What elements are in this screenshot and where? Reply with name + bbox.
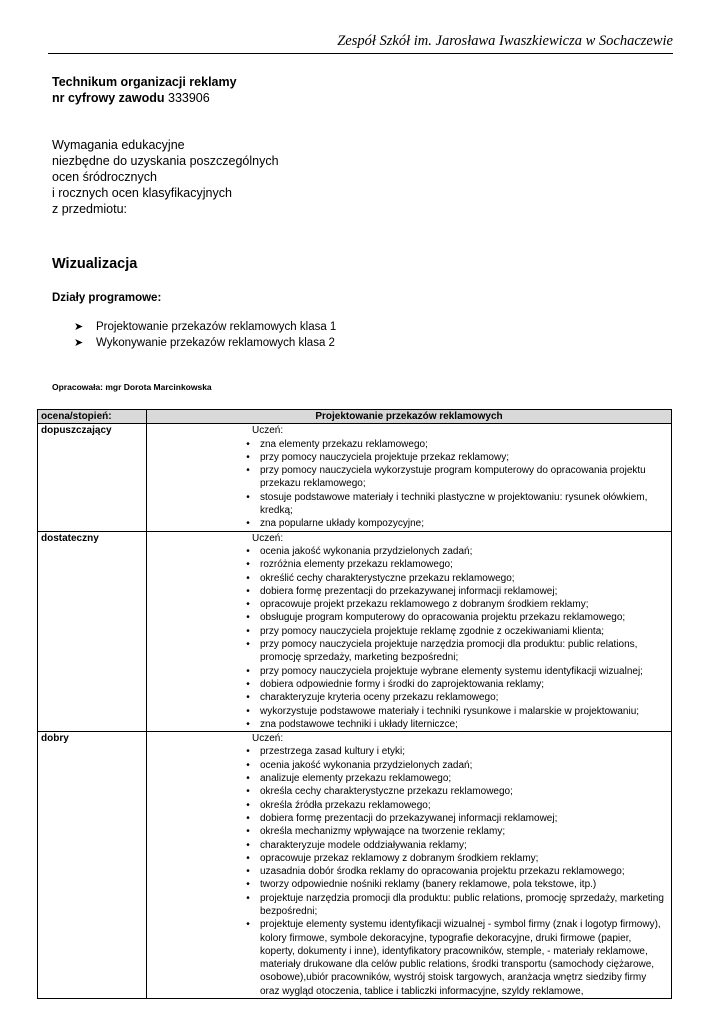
student-lead: Uczeń:	[252, 733, 284, 745]
subject-title: Wizualizacja	[52, 256, 138, 272]
list-item	[236, 785, 668, 798]
arrow-bullet-icon: ➤	[74, 337, 84, 349]
bullet-icon: •	[246, 599, 250, 611]
grade-column-header: ocena/stopień:	[38, 410, 147, 424]
list-item	[236, 759, 668, 772]
header-rule	[48, 53, 673, 54]
bullet-icon: •	[246, 718, 250, 730]
criteria-cell	[147, 531, 672, 731]
section-label: Wykonywanie przekazów reklamowych klasa 2	[96, 337, 335, 349]
requirements-block	[52, 137, 279, 217]
list-item	[236, 625, 668, 638]
list-item	[236, 464, 668, 491]
criterion-text: przestrzega zasad kultury i etyki;	[260, 746, 406, 758]
criterion-text: analizuje elementy przekazu reklamowego;	[260, 773, 452, 785]
criterion-text: dobiera formę prezentacji do przekazywanej informacji reklamowej;	[260, 585, 558, 597]
bullet-icon: •	[246, 705, 250, 717]
requirements-line: i rocznych ocen klasyfikacyjnych	[52, 186, 232, 200]
criterion-text: zna popularne układy kompozycyjne;	[260, 518, 424, 530]
bullet-icon: •	[246, 866, 250, 878]
criterion-text: określić cechy charakterystyczne przekazu reklamowego;	[260, 572, 515, 584]
bullet-icon: •	[246, 438, 250, 450]
criteria-cell	[147, 424, 672, 531]
bullet-icon: •	[246, 545, 250, 557]
requirements-line: ocen śródrocznych	[52, 170, 157, 184]
list-item	[236, 451, 668, 464]
program-title: Technikum organizacji reklamy	[52, 75, 237, 89]
bullet-icon: •	[246, 559, 250, 571]
criterion-text: przy pomocy nauczyciela projektuje wybrane elementy systemu identyfikacji wizualnej;	[260, 665, 643, 677]
list-item	[236, 638, 668, 665]
bullet-icon: •	[246, 639, 250, 651]
school-header: Zespół Szkół im. Jarosława Iwaszkiewicza w Sochaczewie	[337, 33, 673, 49]
list-item	[236, 517, 668, 530]
bullet-icon: •	[246, 799, 250, 811]
list-item	[236, 558, 668, 571]
program-code-line	[52, 90, 237, 106]
table-body	[38, 424, 672, 999]
table-row	[38, 531, 672, 731]
list-item	[236, 772, 668, 785]
intro-block	[52, 74, 237, 106]
table-row	[38, 424, 672, 531]
criteria-list	[150, 545, 668, 731]
list-item	[236, 892, 668, 919]
bullet-icon: •	[246, 892, 250, 904]
criterion-text: określa cechy charakterystyczne przekazu reklamowego;	[260, 786, 513, 798]
criterion-text: przy pomocy nauczyciela wykorzystuje program komputerowy do opracowania projektu przekazu reklamowego;	[260, 465, 646, 490]
bullet-icon: •	[246, 625, 250, 637]
section-column-header: Projektowanie przekazów reklamowych	[147, 410, 672, 424]
criterion-text: dobiera odpowiednie formy i środki do zaprojektowania reklamy;	[260, 678, 545, 690]
criterion-text: przy pomocy nauczyciela projektuje przekaz reklamowy;	[260, 451, 509, 463]
bullet-icon: •	[246, 773, 250, 785]
author-line: Opracowała: mgr Dorota Marcinkowska	[52, 382, 212, 392]
criterion-text: ocenia jakość wykonania przydzielonych zadań;	[260, 759, 473, 771]
section-item	[74, 335, 336, 351]
list-item	[236, 865, 668, 878]
list-item	[236, 918, 668, 998]
criterion-text: projektuje narzędzia promocji dla produktu: public relations, promocję sprzedaży, marketing bezpośredni;	[260, 892, 664, 917]
criterion-text: charakteryzuje kryteria oceny przekazu reklamowego;	[260, 692, 499, 704]
bullet-icon: •	[246, 491, 250, 503]
section-item	[74, 319, 336, 335]
bullet-icon: •	[246, 786, 250, 798]
list-item	[236, 678, 668, 691]
list-item	[236, 598, 668, 611]
criterion-text: dobiera formę prezentacji do przekazywanej informacji reklamowej;	[260, 812, 558, 824]
criterion-text: ocenia jakość wykonania przydzielonych zadań;	[260, 545, 473, 557]
list-item	[236, 812, 668, 825]
criterion-text: uzasadnia dobór środka reklamy do opracowania projektu przekazu reklamowego;	[260, 866, 625, 878]
grade-cell: dobry	[38, 732, 147, 999]
criterion-text: obsługuje program komputerowy do opracowania projektu przekazu reklamowego;	[260, 612, 626, 624]
list-item	[236, 545, 668, 558]
bullet-icon: •	[246, 812, 250, 824]
list-item	[236, 585, 668, 598]
criterion-text: przy pomocy nauczyciela projektuje narzędzia promocji dla produktu: public relations, promocję sprzedaży, marketing bezpośredni;	[260, 639, 638, 664]
list-item	[236, 691, 668, 704]
list-item	[236, 491, 668, 518]
criterion-text: określa mechanizmy wpływające na tworzenie reklamy;	[260, 826, 506, 838]
criterion-text: opracowuje przekaz reklamowy z dobranym środkiem reklamy;	[260, 852, 539, 864]
bullet-icon: •	[246, 678, 250, 690]
list-item	[236, 839, 668, 852]
sections-label: Działy programowe:	[52, 292, 162, 304]
list-item	[236, 878, 668, 891]
sections-list	[74, 319, 336, 351]
criterion-text: opracowuje projekt przekazu reklamowego z dobranym środkiem reklamy;	[260, 599, 589, 611]
bullet-icon: •	[246, 759, 250, 771]
bullet-icon: •	[246, 518, 250, 530]
bullet-icon: •	[246, 451, 250, 463]
section-label: Projektowanie przekazów reklamowych klasa 1	[96, 321, 337, 333]
grade-cell: dostateczny	[38, 531, 147, 731]
student-lead: Uczeń:	[252, 532, 284, 544]
list-item	[236, 665, 668, 678]
list-item	[236, 572, 668, 585]
criteria-cell	[147, 732, 672, 999]
criterion-text: charakteryzuje modele oddziaływania reklamy;	[260, 839, 467, 851]
bullet-icon: •	[246, 692, 250, 704]
criterion-text: tworzy odpowiednie nośniki reklamy (banery reklamowe, pola tekstowe, itp.)	[260, 879, 597, 891]
table-row	[38, 732, 672, 999]
list-item	[236, 799, 668, 812]
requirements-line: Wymagania edukacyjne	[52, 138, 185, 152]
list-item	[236, 438, 668, 451]
list-item	[236, 852, 668, 865]
bullet-icon: •	[246, 612, 250, 624]
bullet-icon: •	[246, 826, 250, 838]
bullet-icon: •	[246, 572, 250, 584]
program-code: 333906	[164, 91, 210, 105]
criterion-text: zna podstawowe techniki i układy literniczce;	[260, 718, 458, 730]
list-item	[236, 825, 668, 838]
requirements-line: niezbędne do uzyskania poszczególnych	[52, 154, 279, 168]
bullet-icon: •	[246, 919, 250, 931]
grade-cell: dopuszczający	[38, 424, 147, 531]
criterion-text: przy pomocy nauczyciela projektuje reklamę zgodnie z oczekiwaniami klienta;	[260, 625, 605, 637]
list-item	[236, 611, 668, 624]
bullet-icon: •	[246, 852, 250, 864]
bullet-icon: •	[246, 746, 250, 758]
student-lead: Uczeń:	[252, 425, 284, 437]
criterion-text: rozróżnia elementy przekazu reklamowego;	[260, 559, 453, 571]
bullet-icon: •	[246, 879, 250, 891]
criterion-text: projektuje elementy systemu identyfikacji wizualnej - symbol firmy (znak i logotyp firmowy), kolory firmowe, symbole dekoracyjne, typografie dekoracyjne, druki firmowe (papier, koperty, dokumenty i inne), identyfikatory pracowników, stemple, - materiały reklamowe, materiały drukowane dla celów public relations, środki transportu (samochody ciężarowe, osobowe),ubiór pracowników, wystrój stoisk targowych, aranżacja wnętrz siedziby firmy oraz wygląd otoczenia, tablice i tabliczki informacyjne, szyldy reklamowe,	[260, 919, 661, 997]
grades-table	[37, 409, 672, 999]
bullet-icon: •	[246, 665, 250, 677]
criterion-text: określa źródła przekazu reklamowego;	[260, 799, 431, 811]
requirements-line: z przedmiotu:	[52, 202, 128, 216]
criterion-text: stosuje podstawowe materiały i techniki plastyczne w projektowaniu: rysunek ołówkiem, kredką;	[260, 491, 648, 517]
bullet-icon: •	[246, 465, 250, 477]
table-header-row	[38, 410, 672, 424]
program-code-label: nr cyfrowy zawodu	[52, 91, 165, 105]
criteria-list	[150, 745, 668, 998]
criterion-text: wykorzystuje podstawowe materiały i techniki rysunkowe i malarskie w projektowaniu;	[260, 705, 640, 717]
list-item	[236, 705, 668, 718]
list-item	[236, 745, 668, 758]
criteria-list	[150, 438, 668, 531]
bullet-icon: •	[246, 585, 250, 597]
criterion-text: zna elementy przekazu reklamowego;	[260, 438, 428, 450]
list-item	[236, 718, 668, 731]
bullet-icon: •	[246, 839, 250, 851]
arrow-bullet-icon: ➤	[74, 321, 84, 333]
